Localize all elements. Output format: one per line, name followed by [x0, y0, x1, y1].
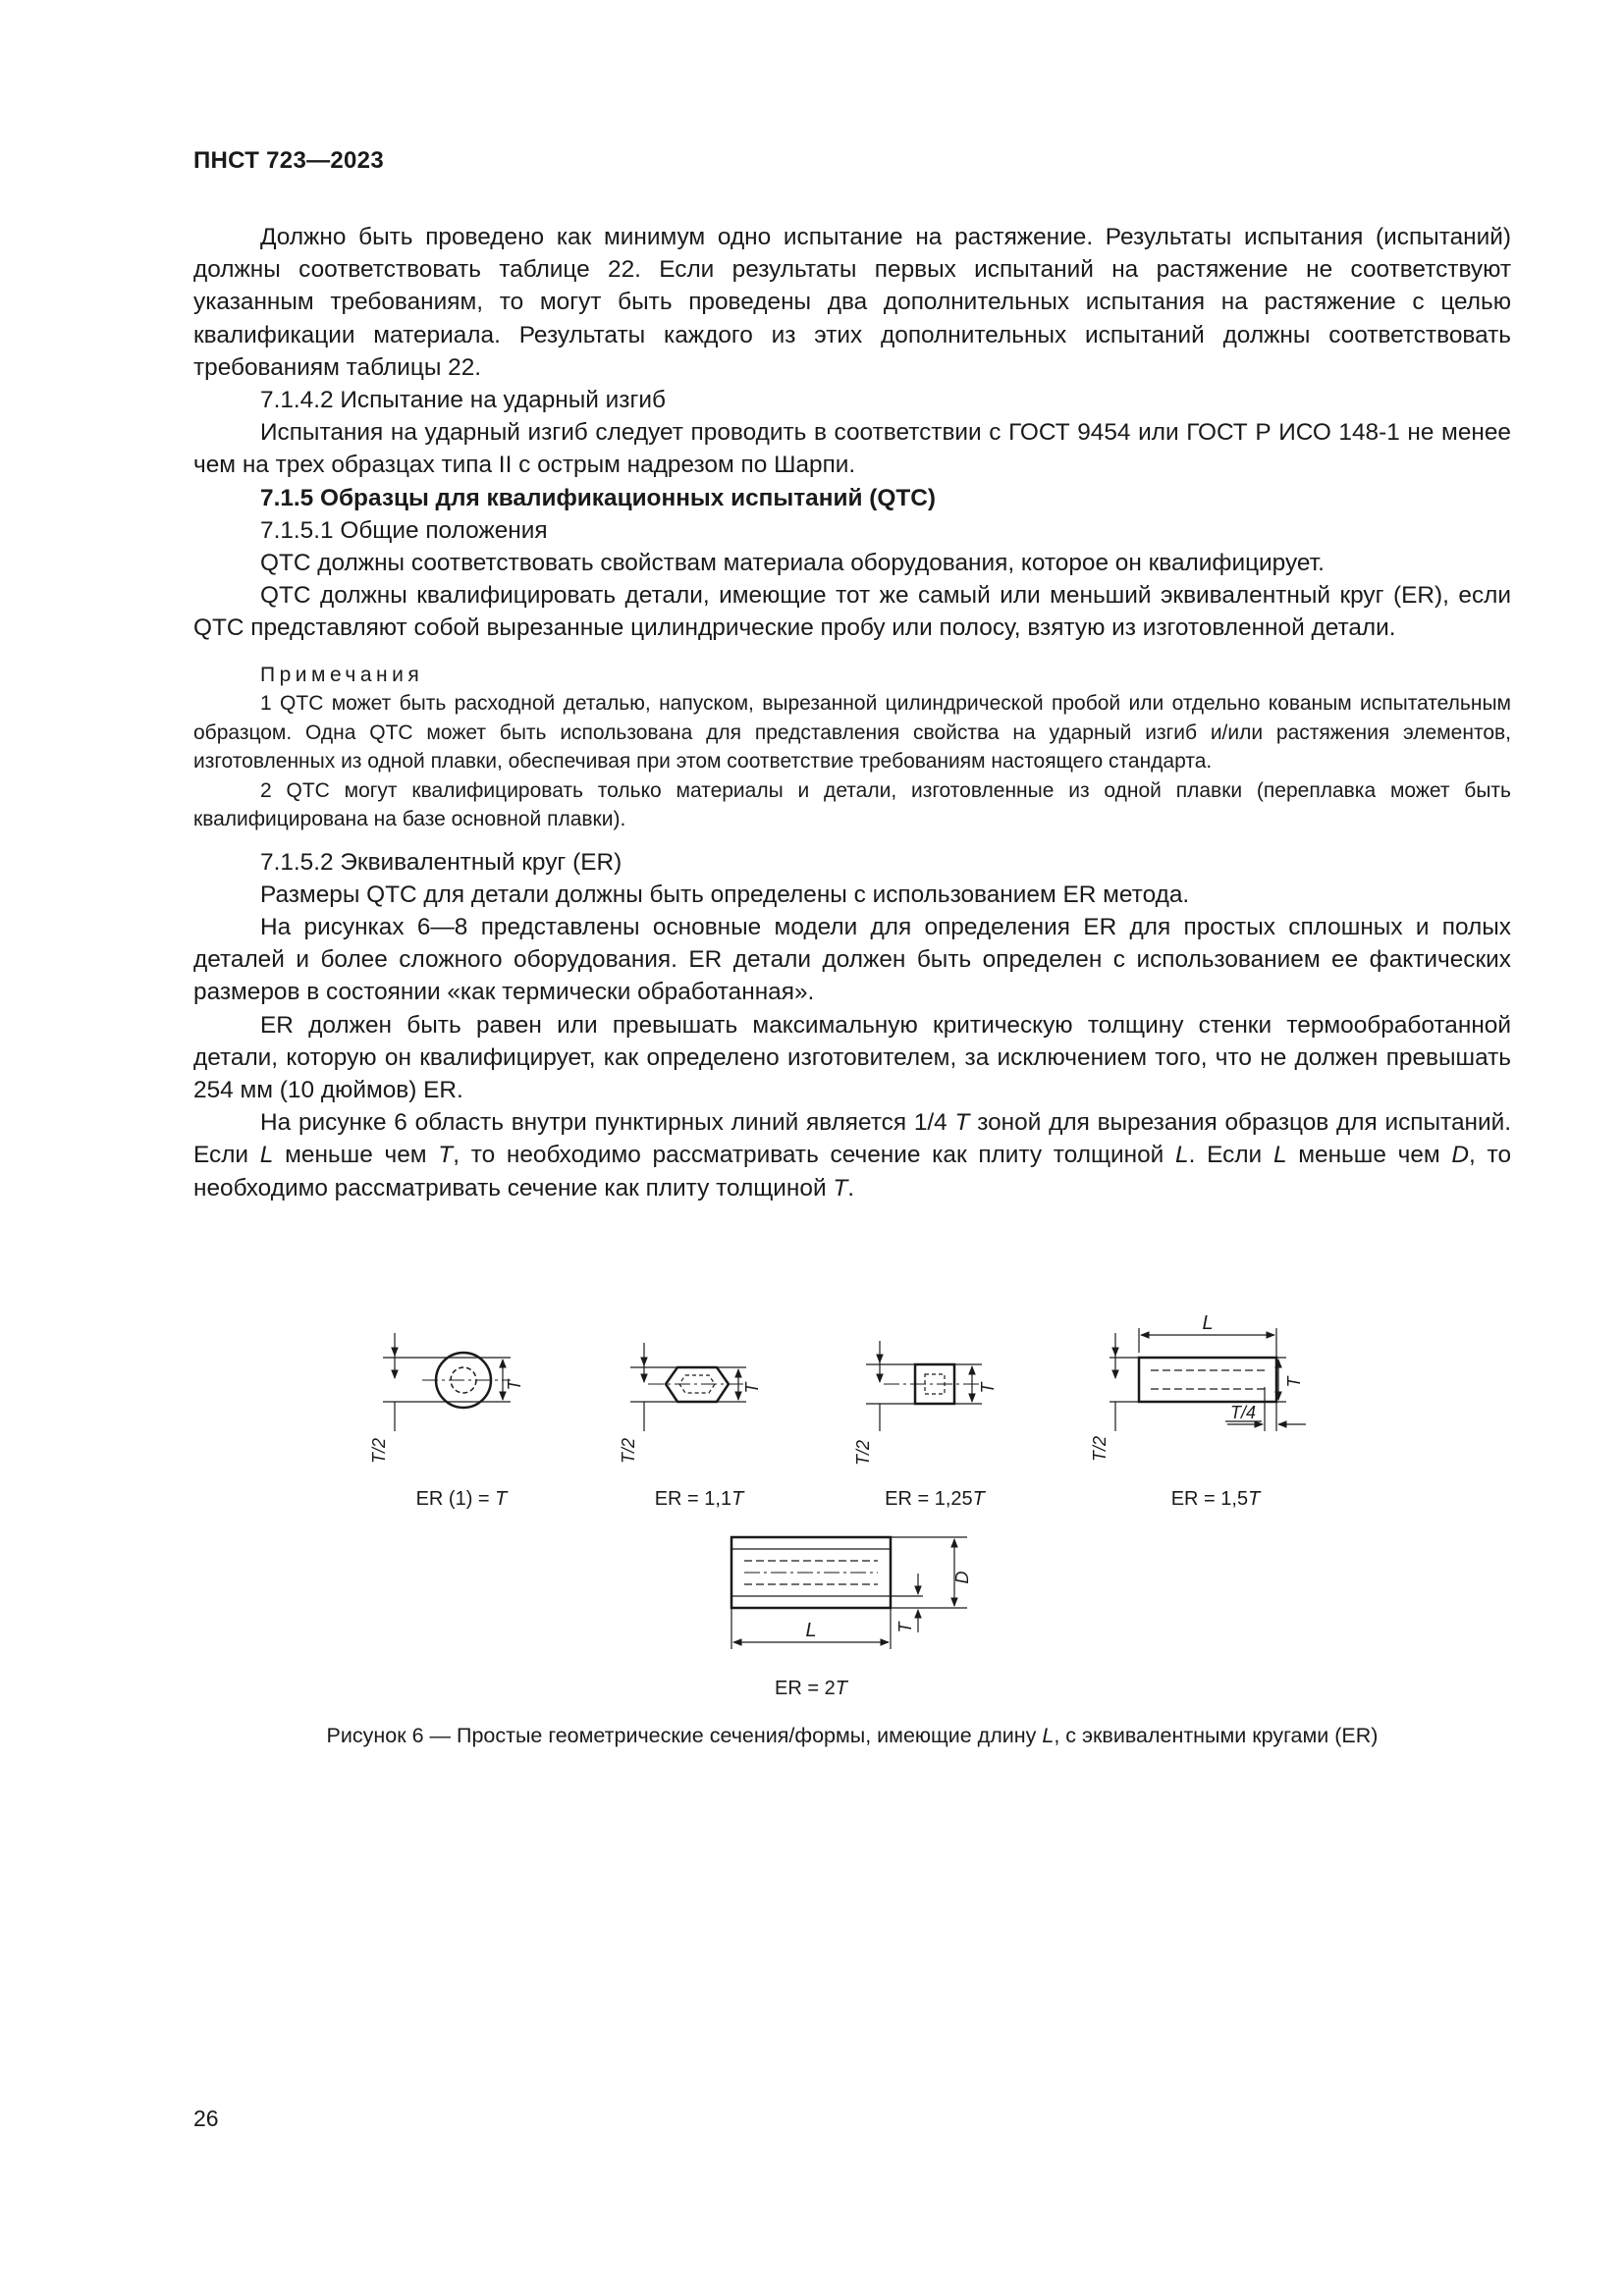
dim-label: T/2: [619, 1437, 638, 1465]
dim-label: T/2: [369, 1437, 389, 1465]
dim-label: T: [978, 1382, 998, 1394]
shape-hexagon: [630, 1343, 746, 1431]
section-heading: 7.1.5.1 Общие положения: [260, 516, 548, 544]
paragraph: На рисунке 6 область внутри пунктирных линий является 1/4 T зоной для вырезания образцов для испытаний. Если L меньше чем T, то необходимо рассматривать сечение как плиту толщиной L. Если L меньше чем D, то необходимо рассматривать сечение как плиту толщиной T.: [193, 1109, 1512, 1201]
figure-6: [353, 1294, 1355, 1696]
shape-hollow-cylinder: [731, 1537, 967, 1649]
dim-label: T: [742, 1382, 762, 1394]
er-label: ER = 1,5T: [1170, 1488, 1261, 1510]
paragraph: Испытания на ударный изгиб следует проводить в соответствии с ГОСТ 9454 или ГОСТ Р ИСО 148-1 не менее чем на трех образцах типа II с острым надрезом по Шарпи.: [193, 419, 1511, 479]
paragraph: QTC должны соответствовать свойствам материала оборудования, которое он квалифицирует.: [260, 550, 1325, 577]
notes-block: [193, 661, 1511, 834]
paragraph: ER должен быть равен или превышать максимальную критическую толщину стенки термообработанной детали, которую он квалифицирует, как определено изготовителем, за исключением того, что не должен превышать 254 мм (10 дюймов) ER.: [193, 1011, 1511, 1104]
page-number: 26: [193, 2106, 219, 2131]
dim-label: T/2: [1090, 1435, 1110, 1463]
er-label: ER (1) = T: [415, 1488, 508, 1510]
er-label: ER = 1,1T: [654, 1488, 744, 1510]
er-label: ER = 1,25T: [885, 1488, 985, 1510]
shape-plate: [1110, 1328, 1306, 1431]
paragraph: Должно быть проведено как минимум одно испытание на растяжение. Результаты испытания (испытаний) должны соответствовать таблице 22. Если результаты первых испытаний на растяжение не соответствуют указанным требованиям, то могут быть проведены два дополнительных испытания на растяжение с целью квалификации материала. Результаты каждого из этих дополнительных испытаний должны соответствовать требованиям таблицы 22.: [193, 224, 1511, 381]
dim-label: T: [1284, 1376, 1304, 1388]
dim-label: L: [1202, 1312, 1214, 1334]
paragraph: QTC должны квалифицировать детали, имеющие тот же самый или меньший эквивалентный круг (ER), если QTC представляют собой вырезанные цилиндрические пробу или полосу, взятую из изготовленной детали.: [193, 582, 1511, 642]
dim-label: T: [895, 1622, 915, 1633]
figure-caption: Рисунок 6 — Простые геометрические сечения/формы, имеющие длину L, с эквивалентными кругами (ER): [326, 1724, 1379, 1747]
paragraph: На рисунках 6—8 представлены основные модели для определения ER для простых сплошных и полых деталей и более сложного оборудования. ER детали должен быть определен с использованием ее фактических размеров в состоянии «как термически обработанная».: [193, 914, 1511, 1006]
dim-label: T/2: [853, 1439, 873, 1467]
dim-label: T: [505, 1379, 524, 1391]
note-item: 1 QTC может быть расходной деталью, напуском, вырезанной цилиндрической пробой или отдельно кованым испытательным образцом. Одна QTC может быть использована для представления свойства на ударный изгиб и/или растяжения элементов, изготовленных из одной плавки, обеспечивая при этом соответствие требованиям настоящего стандарта.: [193, 692, 1511, 774]
paragraph: Размеры QTC для детали должны быть определены с использованием ER метода.: [260, 881, 1190, 908]
section-heading: 7.1.5 Образцы для квалификационных испытаний (QTC): [260, 484, 936, 511]
notes-title: Примечания: [260, 663, 424, 686]
er-label: ER = 2T: [775, 1678, 847, 1696]
note-item: 2 QTC могут квалифицировать только материалы и детали, изготовленные из одной плавки (переплавка может быть квалифицирована на базе основной плавки).: [193, 778, 1511, 831]
shape-round-bar: [383, 1333, 511, 1431]
dim-label: D: [952, 1571, 972, 1584]
shape-square: [866, 1341, 982, 1431]
section-heading: 7.1.5.2 Эквивалентный круг (ER): [260, 848, 623, 876]
body-text: [193, 221, 1511, 1204]
dim-label: T/4: [1229, 1403, 1257, 1422]
dim-label: L: [805, 1620, 817, 1641]
section-heading: 7.1.4.2 Испытание на ударный изгиб: [260, 387, 666, 414]
document-code-header: ПНСТ 723—2023: [193, 147, 384, 174]
